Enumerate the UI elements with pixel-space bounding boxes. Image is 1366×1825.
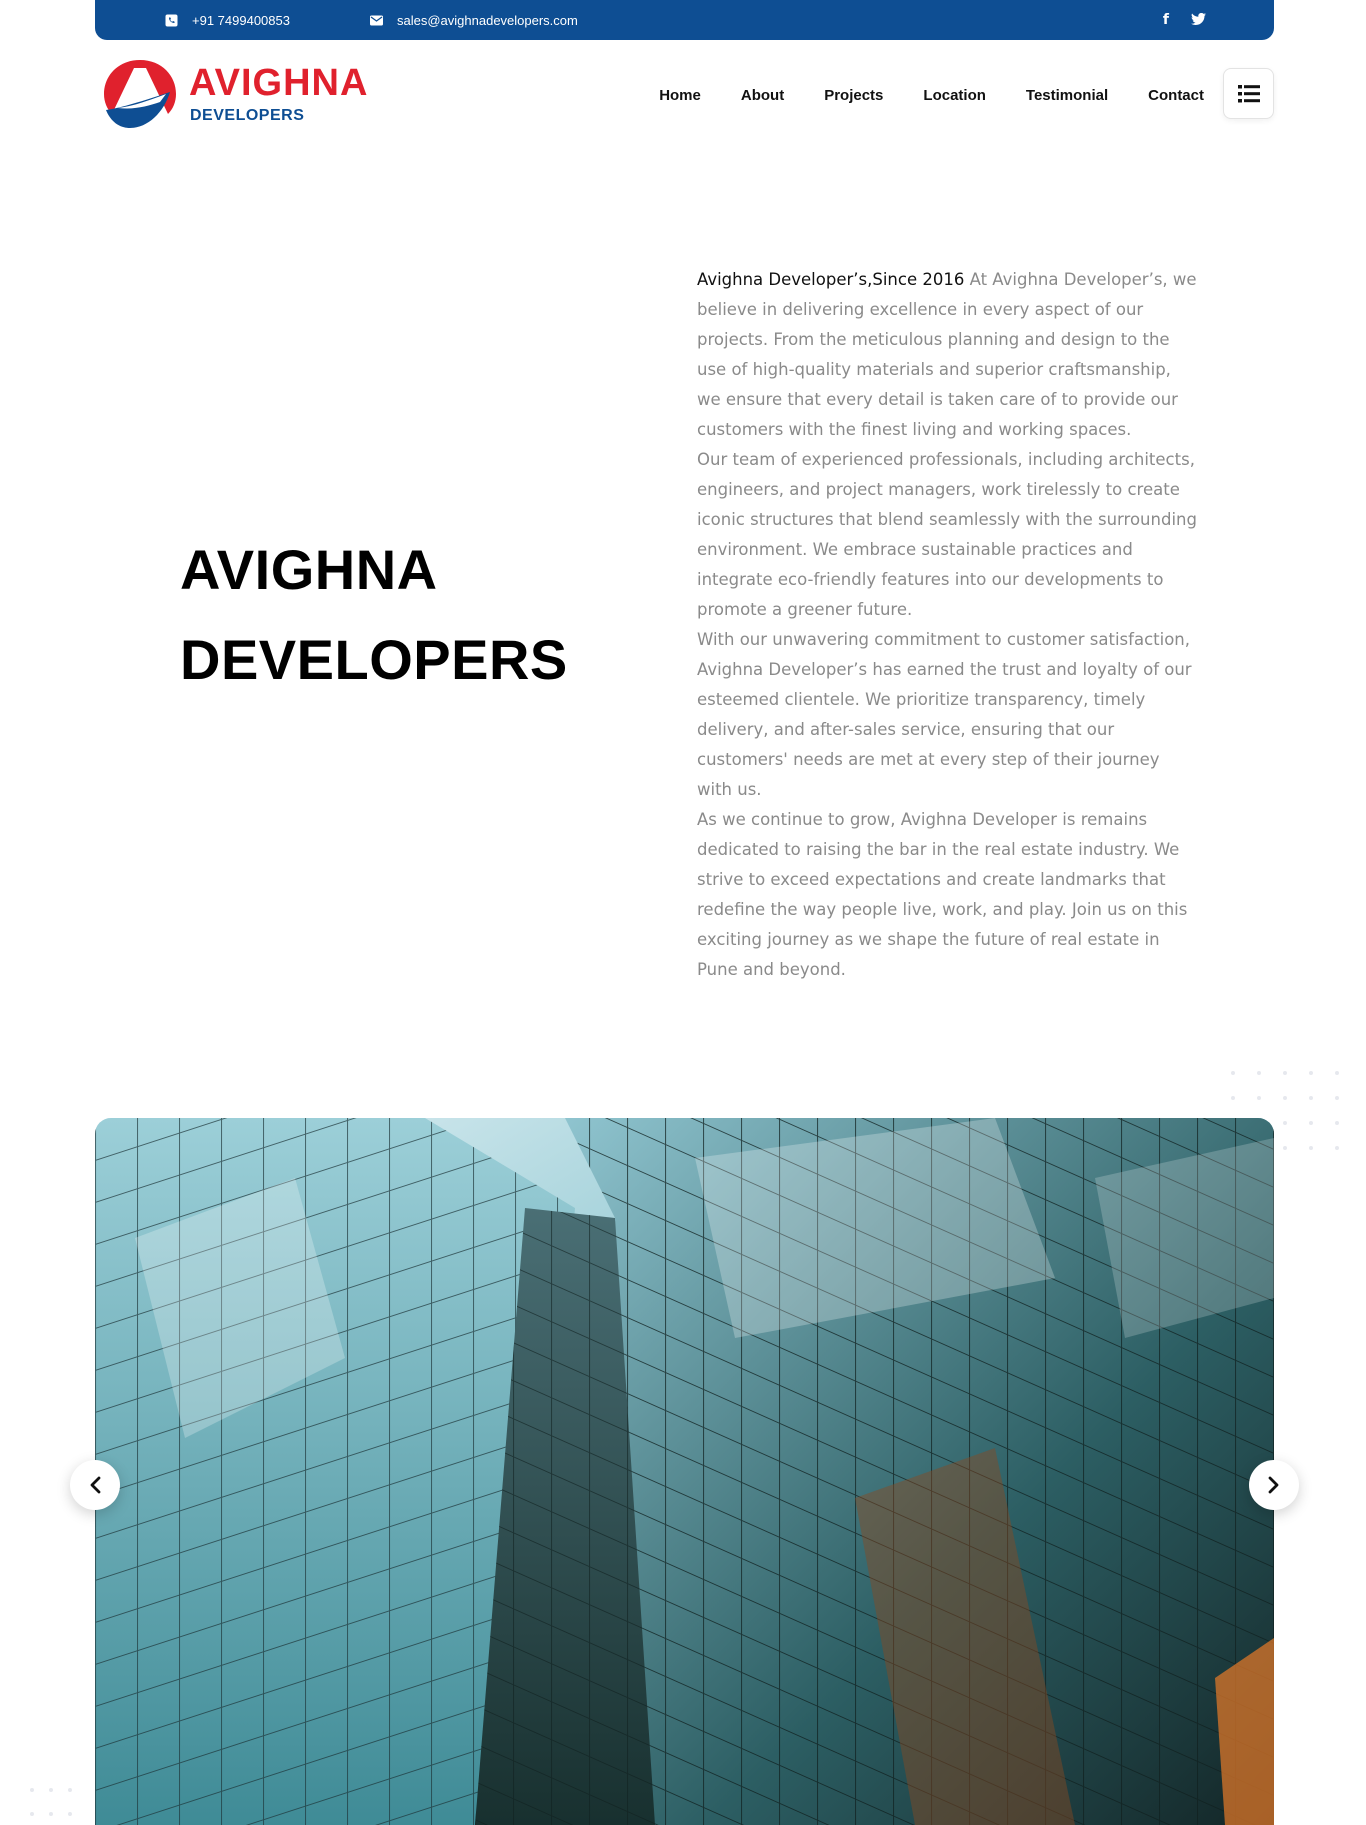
list-menu-icon (1238, 85, 1260, 103)
logo-name: AVIGHNA (189, 62, 369, 104)
email-address: sales@avighnadevelopers.com (397, 12, 578, 28)
slider-next-button[interactable] (1249, 1460, 1299, 1510)
nav-projects[interactable]: Projects (824, 86, 884, 104)
logo-subtitle: DEVELOPERS (190, 107, 305, 124)
about-paragraph-3: With our unwavering commitment to customer satisfaction, Avighna Developer’s has earned the trust and loyalty of our esteemed clientele. We prioritize transparency, timely delivery, and after-sales service, ensuring that our customers' needs are met at every step of their journey with us. (697, 630, 1192, 799)
about-paragraph-4: As we continue to grow, Avighna Developer is remains dedicated to raising the bar in the real estate industry. We strive to exceed expectations and create landmarks that redefine the way people live, work, and play. Join us on this exciting journey as we shape the future of real estate in Pune and beyond. (697, 810, 1188, 979)
logo-mark-icon (100, 58, 180, 130)
twitter-icon[interactable] (1191, 13, 1206, 28)
decorative-dots-bottom-left (30, 1788, 72, 1816)
top-contact-bar (95, 0, 1274, 40)
hero-title (180, 525, 620, 705)
nav-contact[interactable]: Contact (1148, 86, 1204, 104)
chevron-left-icon (89, 1476, 101, 1494)
envelope-icon (370, 14, 383, 27)
about-lead: Avighna Developer’s,Since 2016 (697, 270, 965, 289)
phone-number: +91 7499400853 (192, 12, 290, 28)
about-paragraph-2: Our team of experienced professionals, including architects, engineers, and project managers, work tirelessly to create iconic structures that blend seamlessly with the surrounding environment. We embrace sustainable practices and integrate eco-friendly features into our developments to promote a greener future. (697, 450, 1197, 619)
hero-title-line2: DEVELOPERS (180, 628, 568, 691)
phone-contact[interactable] (165, 0, 290, 40)
about-paragraph-1: At Avighna Developer’s, we believe in delivering excellence in every aspect of our projects. From the meticulous planning and design to the use of high-quality materials and superior craftsmanship, we ensure that every detail is taken care of to provide our customers with the finest living and working spaces. (697, 270, 1197, 439)
project-image-slider[interactable] (95, 1118, 1274, 1825)
nav-testimonial[interactable]: Testimonial (1025, 86, 1109, 104)
social-links (1163, 0, 1206, 40)
phone-icon (165, 14, 178, 27)
nav-location[interactable]: Location (923, 86, 986, 104)
slider-prev-button[interactable] (70, 1460, 120, 1510)
chevron-right-icon (1268, 1476, 1280, 1494)
about-description (697, 265, 1197, 985)
hero-title-line1: AVIGHNA (180, 538, 438, 601)
facebook-icon[interactable]: f (1162, 12, 1169, 28)
nav-menu (659, 55, 1204, 135)
nav-home[interactable]: Home (659, 86, 701, 104)
nav-about[interactable]: About (740, 86, 785, 104)
menu-toggle-button[interactable] (1223, 68, 1274, 119)
glass-skyscraper-photo (95, 1118, 1274, 1825)
email-contact[interactable] (370, 0, 578, 40)
main-navbar (95, 55, 1274, 135)
brand-logo[interactable] (100, 58, 370, 130)
